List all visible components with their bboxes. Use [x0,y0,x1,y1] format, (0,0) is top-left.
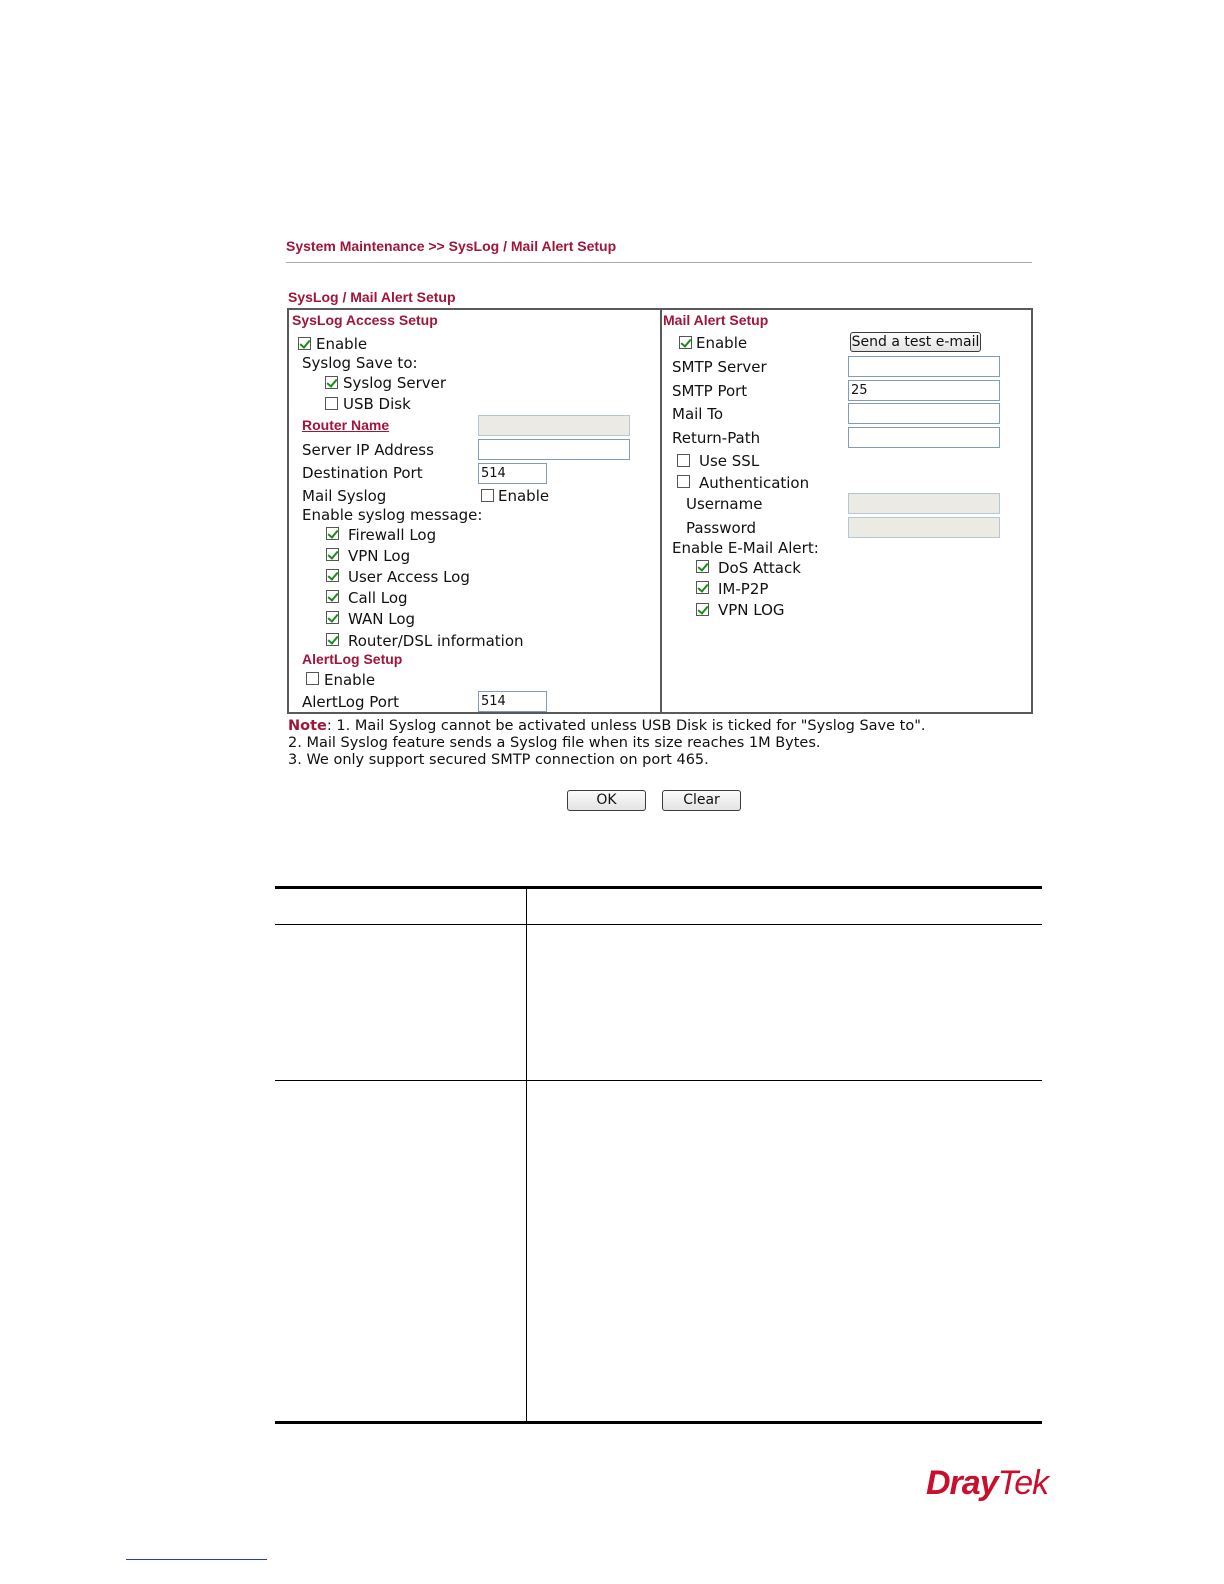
table-top-rule [275,886,1042,889]
user-access-log-label: User Access Log [348,568,470,586]
mail-syslog-enable-label: Enable [498,487,550,505]
breadcrumb-divider [286,262,1032,263]
router-dsl-info-label: Router/DSL information [348,632,524,650]
vpn-log-checkbox[interactable] [326,548,339,561]
smtp-port-label: SMTP Port [672,382,748,400]
note-line-2: 2. Mail Syslog feature sends a Syslog file when its size reaches 1M Bytes. [288,735,821,751]
mail-enable-label: Enable [696,334,748,352]
alertlog-title: AlertLog Setup [302,651,403,667]
call-log-checkbox[interactable] [326,590,339,603]
firewall-log-checkbox[interactable] [326,527,339,540]
server-ip-input[interactable] [478,439,630,460]
note-block [288,718,926,769]
alertlog-enable-checkbox[interactable] [306,672,319,685]
vpn-log-label: VPN Log [348,547,411,565]
note-line-1: : 1. Mail Syslog cannot be activated unless USB Disk is ticked for "Syslog Save to". [326,718,926,734]
server-ip-label: Server IP Address [302,441,434,459]
syslog-server-checkbox[interactable] [325,376,338,389]
syslog-access-title: SysLog Access Setup [292,312,438,328]
smtp-port-input[interactable]: 25 [848,380,1000,401]
logo-part-2: Tek [997,1464,1049,1502]
alertlog-enable-label: Enable [324,671,376,689]
syslog-enable-label: Enable [316,335,368,353]
table-bottom-rule [275,1421,1042,1424]
syslog-server-label: Syslog Server [343,374,447,392]
user-access-log-checkbox[interactable] [326,569,339,582]
password-input [848,517,1000,538]
router-name-input [478,415,630,436]
breadcrumb: System Maintenance >> SysLog / Mail Alert Setup [286,238,617,254]
authentication-checkbox[interactable] [677,475,690,488]
authentication-label: Authentication [699,474,810,492]
clear-button[interactable]: Clear [662,790,741,811]
enable-syslog-msg-label: Enable syslog message: [302,506,483,524]
call-log-label: Call Log [348,589,408,607]
draytek-logo [926,1464,1048,1503]
ok-button[interactable]: OK [567,790,646,811]
use-ssl-checkbox[interactable] [677,454,690,467]
usb-disk-checkbox[interactable] [325,397,338,410]
firewall-log-label: Firewall Log [348,526,437,544]
note-line-3: 3. We only support secured SMTP connection on port 465. [288,752,709,768]
im-p2p-label: IM-P2P [718,580,769,598]
vpn-log-alert-label: VPN LOG [718,601,785,619]
logo-part-1: Dray [926,1464,998,1502]
send-test-email-button[interactable]: Send a test e-mail [851,334,980,350]
return-path-input[interactable] [848,427,1000,448]
use-ssl-label: Use SSL [699,452,760,470]
mail-syslog-checkbox[interactable] [481,489,494,502]
mail-enable-checkbox[interactable] [679,336,692,349]
return-path-label: Return-Path [672,429,761,447]
mail-to-label: Mail To [672,405,724,423]
mail-to-input[interactable] [848,403,1000,424]
im-p2p-checkbox[interactable] [696,581,709,594]
smtp-server-label: SMTP Server [672,358,767,376]
wan-log-label: WAN Log [348,610,416,628]
footer-rule [126,1559,267,1560]
username-input [848,493,1000,514]
usb-disk-label: USB Disk [343,395,411,413]
router-name-link[interactable]: Router Name [302,417,390,433]
mail-syslog-label: Mail Syslog [302,487,387,505]
section-title: SysLog / Mail Alert Setup [288,289,456,305]
wan-log-checkbox[interactable] [326,611,339,624]
dest-port-label: Destination Port [302,464,423,482]
vpn-log-alert-checkbox[interactable] [696,603,709,616]
dest-port-input[interactable]: 514 [478,463,547,484]
syslog-enable-checkbox[interactable] [298,337,311,350]
syslog-save-to-label: Syslog Save to: [302,354,418,372]
enable-email-alert-label: Enable E-Mail Alert: [672,539,819,557]
password-label: Password [686,519,757,537]
alertlog-port-input[interactable]: 514 [478,691,547,712]
table-header-rule [275,924,1042,925]
router-dsl-info-checkbox[interactable] [326,633,339,646]
alertlog-port-label: AlertLog Port [302,693,400,711]
smtp-server-input[interactable] [848,356,1000,377]
username-label: Username [686,495,763,513]
dos-attack-label: DoS Attack [718,559,801,577]
dos-attack-checkbox[interactable] [696,560,709,573]
mail-alert-title: Mail Alert Setup [663,312,769,328]
table-row-rule [275,1080,1042,1081]
table-column-divider [526,888,527,1422]
note-prefix: Note [288,718,327,734]
